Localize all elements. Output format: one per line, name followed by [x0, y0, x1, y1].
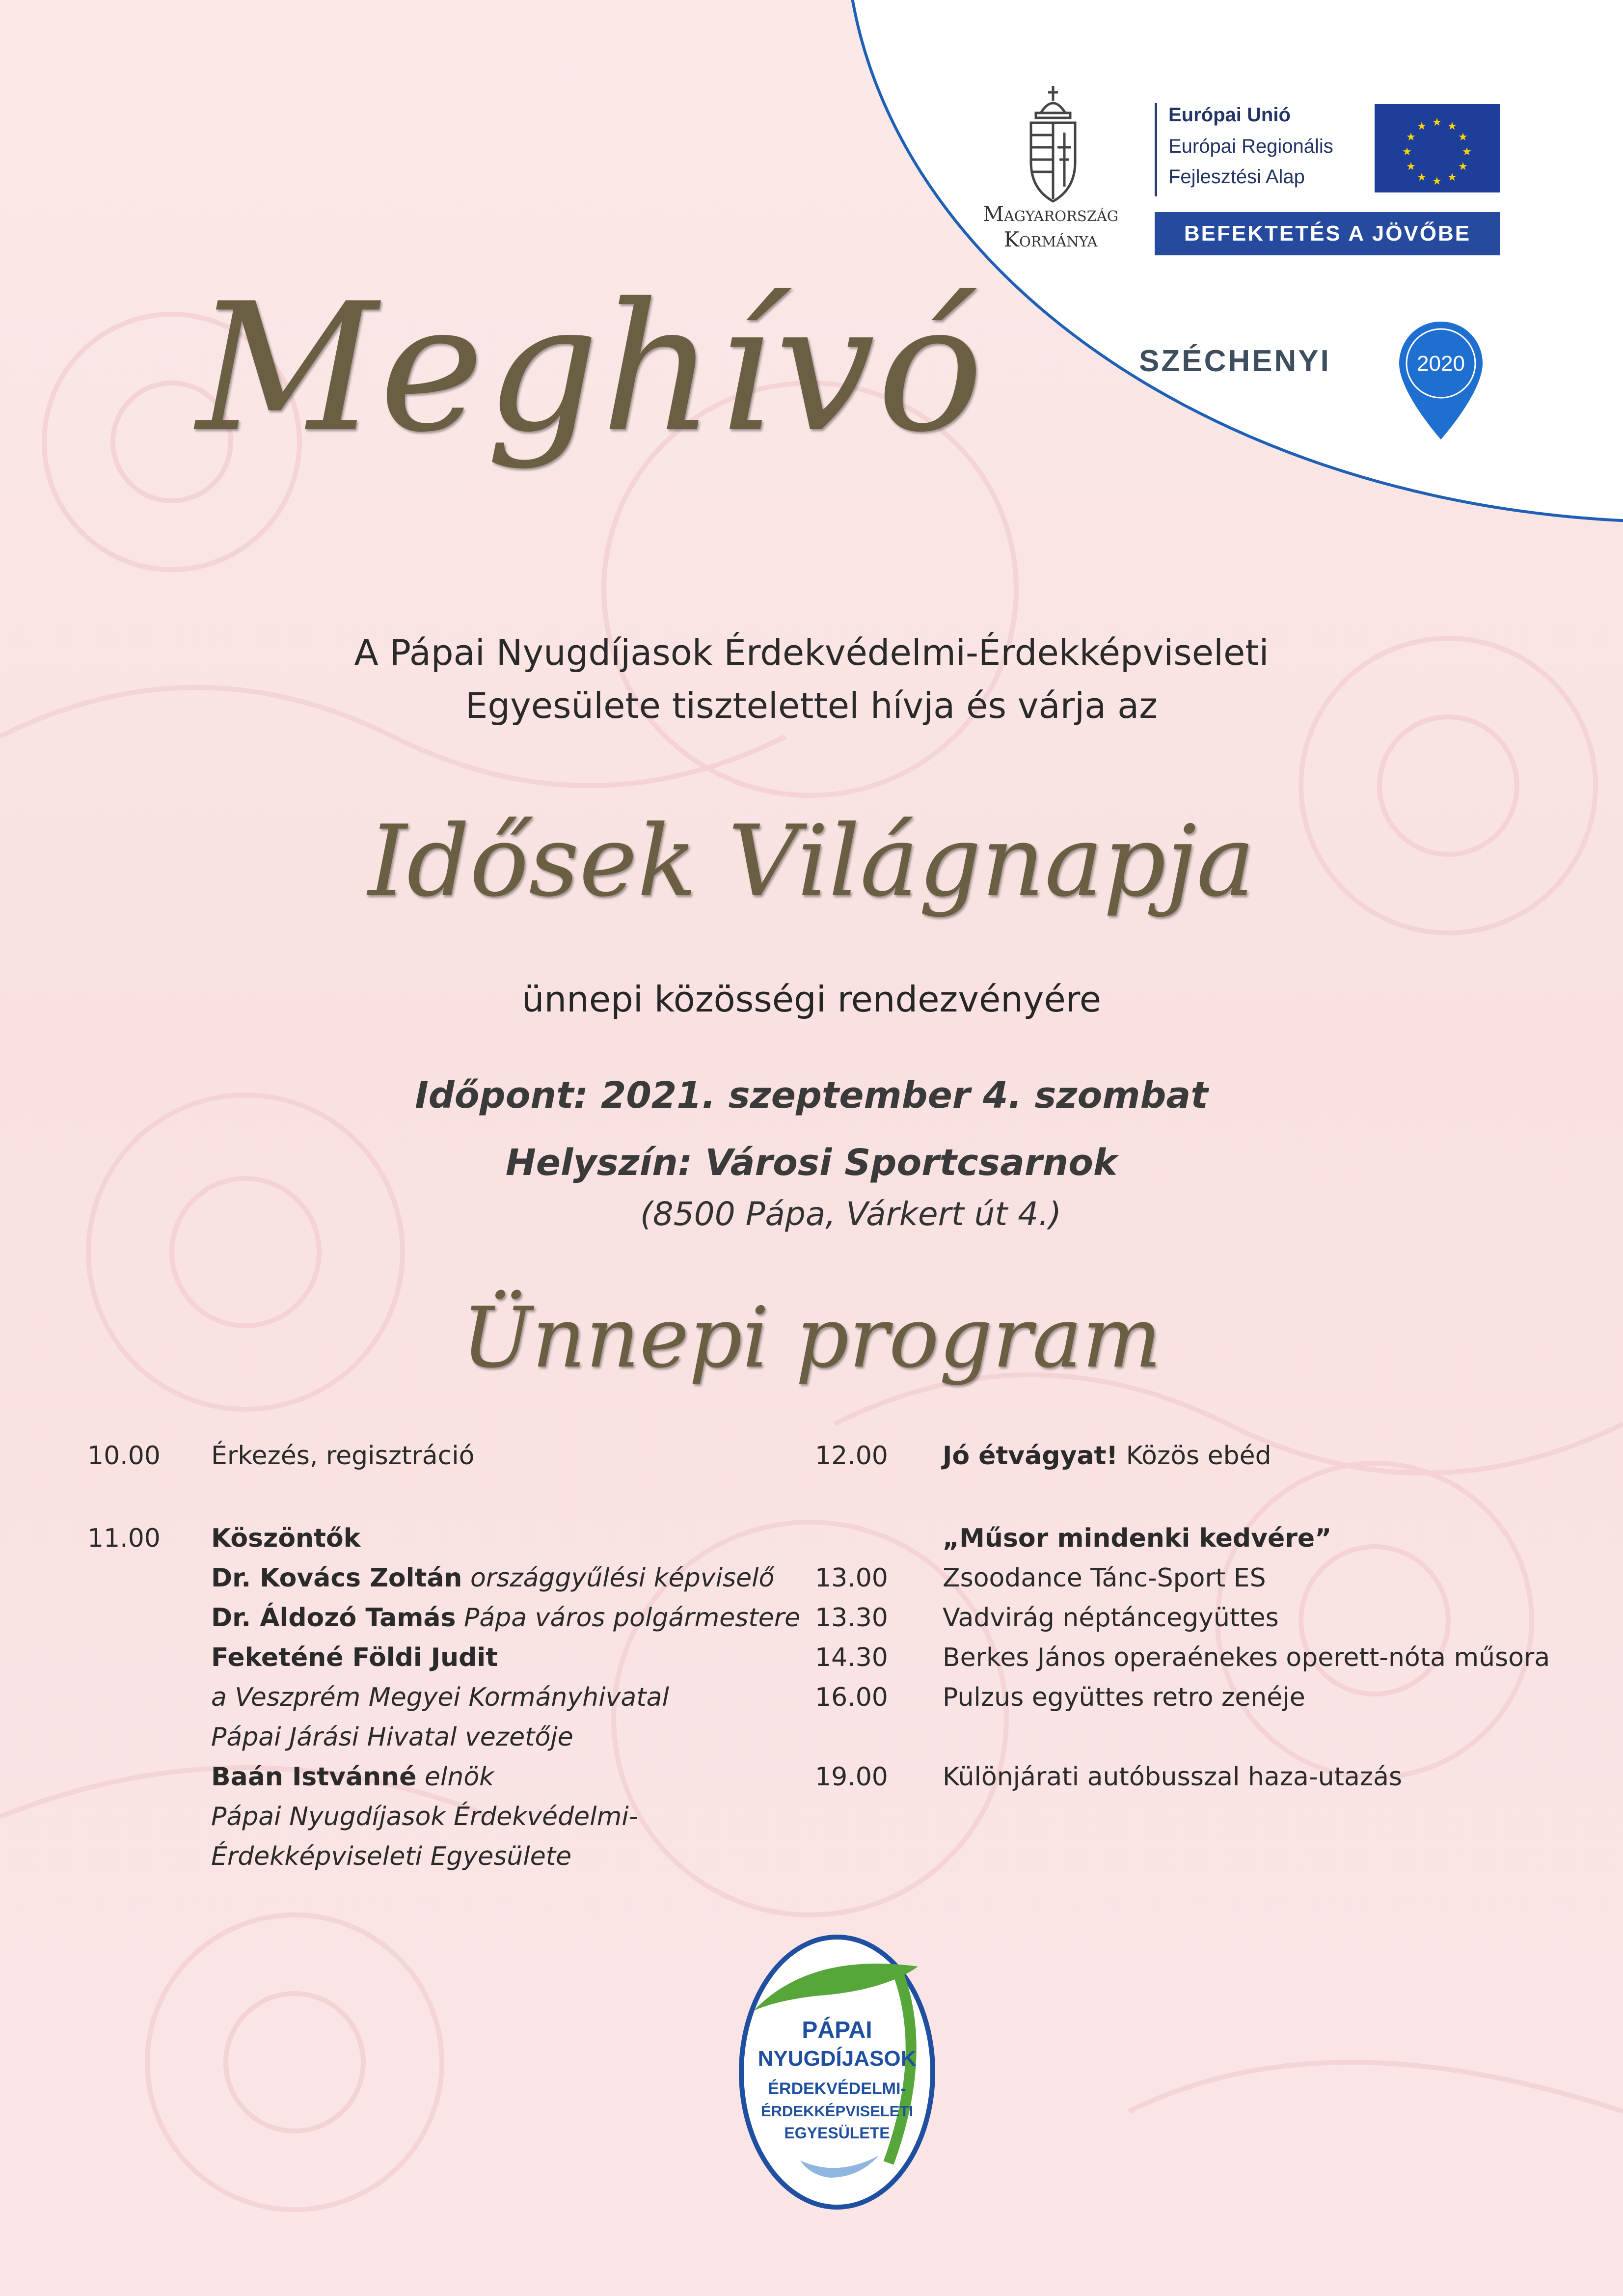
speaker-2-name: Dr. Áldozó Tamás	[211, 1603, 456, 1633]
event-venue: Helyszín: Városi Sportcsarnok	[505, 1142, 1118, 1184]
svg-text:★: ★	[1432, 116, 1442, 129]
speaker-4	[211, 1757, 494, 1797]
time-1000: 10.00	[87, 1441, 161, 1471]
event-address: (8500 Pápa, Várkert út 4.)	[640, 1195, 1061, 1233]
speaker-4-name: Baán Istvánné	[211, 1762, 417, 1792]
intro-line-1: A Pápai Nyugdíjasok Érdekvédelmi-Érdekképviseleti	[354, 632, 1269, 673]
association-logo	[736, 1932, 938, 2212]
act-5: Különjárati autóbusszal haza-utazás	[943, 1762, 1403, 1792]
svg-text:★: ★	[1417, 171, 1427, 184]
speaker-3-name: Feketéné Földi Judit	[211, 1643, 498, 1672]
intro-line-2: Egyesülete tisztelettel hívja és várja az	[465, 685, 1158, 726]
invitation-title: Meghívó	[196, 265, 986, 471]
speaker-2-role: Pápa város polgármestere	[463, 1603, 801, 1633]
logo-line-4: ÉRDEKKÉPVISELETI	[760, 2103, 914, 2120]
event-subtitle: ünnepi közösségi rendezvényére	[521, 979, 1102, 1020]
eu-title: Európai Unió	[1168, 104, 1291, 126]
speaker-3-role-2: Pápai Járási Hivatal vezetője	[211, 1722, 573, 1752]
logo-line-3: ÉRDEKVÉDELMI-	[768, 2079, 906, 2098]
act-2: Vadvirág néptáncegyüttes	[943, 1603, 1279, 1633]
speaker-4-org-2: Érdekképviseleti Egyesülete	[211, 1842, 572, 1871]
gov-line-2: Kormánya	[1003, 227, 1098, 251]
event-title: Idősek Világnapja	[368, 804, 1255, 919]
greetings-heading: Köszöntők	[211, 1524, 361, 1553]
time-1200: 12.00	[815, 1441, 888, 1471]
speaker-1-name: Dr. Kovács Zoltán	[211, 1563, 462, 1593]
act-3: Berkes János operaénekes operett-nóta műsora	[943, 1643, 1550, 1672]
act-4: Pulzus együttes retro zenéje	[943, 1683, 1305, 1712]
lunch-item	[943, 1436, 1271, 1476]
speaker-3-role-1: a Veszprém Megyei Kormányhivatal	[211, 1683, 669, 1712]
logo-line-1: PÁPAI	[802, 2017, 872, 2043]
invest-future-banner: BEFEKTETÉS A JÖVŐBE	[1155, 212, 1500, 255]
szechenyi-year: 2020	[1417, 352, 1465, 376]
time-1430: 14.30	[815, 1643, 888, 1672]
svg-text:★: ★	[1458, 131, 1468, 143]
arrival-item: Érkezés, regisztráció	[211, 1441, 475, 1471]
time-1600: 16.00	[815, 1683, 888, 1712]
hungarian-coat-of-arms-icon	[1021, 79, 1085, 206]
eu-fund-line-2: Fejlesztési Alap	[1168, 166, 1305, 188]
event-date: Időpont: 2021. szeptember 4. szombat	[415, 1074, 1208, 1117]
svg-text:★: ★	[1458, 161, 1468, 173]
speaker-4-role: elnök	[424, 1762, 494, 1792]
svg-text:★: ★	[1406, 161, 1416, 173]
speaker-2	[211, 1598, 800, 1638]
speaker-1	[211, 1558, 774, 1598]
act-1: Zsoodance Tánc-Sport ES	[943, 1563, 1266, 1593]
szechenyi-label: SZÉCHENYI	[1139, 344, 1331, 378]
eu-fund-line-1: Európai Regionális	[1168, 136, 1333, 157]
svg-text:★: ★	[1447, 171, 1457, 184]
intro-text	[0, 626, 1623, 732]
eu-divider	[1155, 103, 1157, 196]
svg-text:★: ★	[1417, 120, 1427, 133]
speaker-4-org-1: Pápai Nyugdíjasok Érdekvédelmi-	[211, 1802, 638, 1831]
szechenyi-2020-pin-icon	[1397, 319, 1485, 442]
government-label	[957, 201, 1144, 252]
program-title: Ünnepi program	[461, 1289, 1162, 1387]
logo-line-2: NYUGDÍJASOK	[757, 2047, 917, 2071]
lunch-bold: Jó étvágyat!	[943, 1441, 1118, 1471]
svg-text:★: ★	[1462, 146, 1472, 158]
time-1100: 11.00	[87, 1524, 161, 1553]
gov-line-1: Magyarország	[982, 202, 1118, 226]
svg-text:★: ★	[1447, 120, 1457, 133]
speaker-1-role: országgyűlési képviselő	[470, 1563, 775, 1593]
svg-text:★: ★	[1406, 131, 1416, 143]
time-1330: 13.30	[815, 1603, 888, 1633]
eu-flag-icon	[1375, 104, 1500, 192]
time-1300: 13.00	[815, 1563, 888, 1593]
lunch-rest: Közös ebéd	[1126, 1441, 1271, 1471]
logo-line-5: EGYESÜLETE	[784, 2124, 890, 2142]
show-heading: „Műsor mindenki kedvére”	[943, 1524, 1332, 1553]
time-1900: 19.00	[815, 1762, 888, 1792]
svg-text:★: ★	[1432, 175, 1442, 188]
svg-text:★: ★	[1402, 146, 1412, 158]
